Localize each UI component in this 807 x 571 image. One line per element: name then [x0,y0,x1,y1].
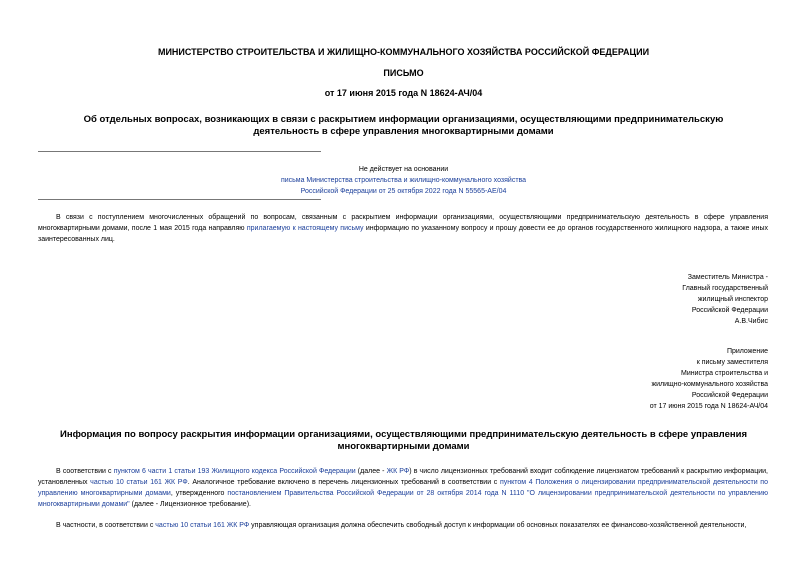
appendix-line: от 17 июня 2015 года N 18624-АЧ/04 [649,403,768,410]
document-type: ПИСЬМО [383,68,424,78]
link-article-161-part-10[interactable]: частью 10 статьи 161 ЖК РФ [155,522,250,529]
ministry-title: МИНИСТЕРСТВО СТРОИТЕЛЬСТВА И ЖИЛИЩНО-КОММУНАЛЬНОГО ХОЗЯЙСТВА РОССИЙСКОЙ ФЕДЕРАЦИИ [157,47,650,57]
appendix-block [650,346,768,412]
link-government-resolution[interactable]: постановлением Правительства Российской Федерации от 28 октября 2014 года N 1110 "О лицензировании предпринимательской деятельности по управлению многоквартирными домами" [38,490,769,508]
divider-bottom [38,199,321,200]
link-article-161[interactable]: частью 10 статьи 161 ЖК РФ [90,479,188,486]
link-article-193[interactable]: пунктом 6 части 1 статьи 193 Жилищного кодекса Российской Федерации [113,468,356,475]
info-title: Информация по вопросу раскрытия информации организациями, осуществляющими предпринимательскую деятельность в сфере управления многоквартирными домами [60,429,747,452]
info-paragraph-1: В соответствии с пунктом 6 части 1 статьи 193 Жилищного кодекса Российской Федерации (далее - ЖК РФ) в число лицензионных требований входит соблюдение лицензиатом требований к раскрытию информации, установленных частью 10 статьи 161 ЖК РФ. Аналогичное требование включено в перечень лицензионных требований в соответствии с пунктом 4 Положения о лицензировании предпринимательской деятельности по управлению многоквартирными домами, утвержденного постановлением Правительства Российской Федерации от 28 октября 2014 года N 1110 "О лицензировании предпринимательской деятельности по управлению многоквартирными домами" (далее - Лицензионное требование). [38,468,769,508]
status-note-text: Не действует на основании [358,166,449,173]
signature-line: Заместитель Министра - [687,274,768,281]
status-note [0,164,807,197]
signature-block [682,272,768,327]
appendix-line: жилищно-коммунального хозяйства [651,381,768,388]
status-note-link-2[interactable]: Российской Федерации от 25 октября 2022 года N 55565-АЕ/04 [300,188,507,195]
divider-top [38,151,321,152]
signature-name: А.В.Чибис [734,318,768,325]
attachment-link[interactable]: прилагаемую к настоящему письму [246,225,364,232]
signature-line: Российской Федерации [691,307,768,314]
appendix-line: Российской Федерации [691,392,768,399]
appendix-line: Приложение [726,348,768,355]
appendix-line: к письму заместителя [696,359,768,366]
document-subject: Об отдельных вопросах, возникающих в связи с раскрытием информации организациями, осуществляющими предпринимательскую деятельность в сфере управления многоквартирными домами [83,114,724,137]
appendix-line: Министра строительства и [681,370,768,377]
info-paragraph-2: В частности, в соответствии с частью 10 статьи 161 ЖК РФ управляющая организация должна обеспечить свободный доступ к информации об основных показателях ее финансово-хозяйственной деятельности, [56,522,747,529]
signature-line: Главный государственный [682,285,768,292]
document-date-number: от 17 июня 2015 года N 18624-АЧ/04 [324,88,483,98]
signature-line: жилищный инспектор [697,296,768,303]
letter-paragraph: В связи с поступлением многочисленных обращений по вопросам, связанным с раскрытием информации организациями, осуществляющими предпринимательскую деятельность в сфере управления многоквартирными домами, после 1 мая 2015 года направляю прилагаемую к настоящему письму информацию по указанному вопросу и прошу довести ее до органов государственного жилищного надзора, а также иных заинтересованных лиц. [38,214,769,243]
link-zhk-rf[interactable]: ЖК РФ [386,468,410,475]
link-licensing-regulation[interactable]: пунктом 4 Положения о лицензировании предпринимательской деятельности по управлению многоквартирными домами [38,479,768,497]
status-note-link-1[interactable]: письма Министерства строительства и жилищно-коммунального хозяйства [280,177,527,184]
